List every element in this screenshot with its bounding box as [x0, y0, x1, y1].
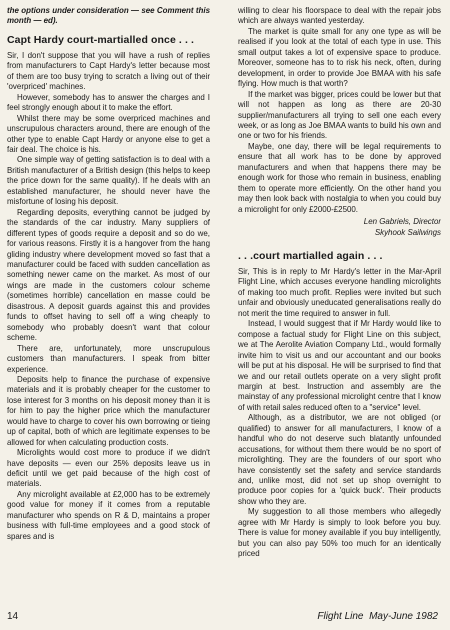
magazine-issue — [317, 611, 438, 622]
letter1-paragraph: However, somebody has to answer the charges and I feel strongly enough about it to make the effort. — [7, 92, 210, 113]
intro-note: the options under consideration — see Comment this month — ed). — [7, 6, 210, 26]
letter1-paragraph: There are, unfortunately, more unscrupulous customers than manufacturers. I speak from bitter experience. — [7, 343, 210, 374]
letter1-paragraph: Any microlight available at £2,000 has to be extremely good value for money if it comes from a reputable manufacturer who spends on R & D, maintains a proper business with full-time employees and a good stock of spares and is — [7, 489, 210, 541]
letter1-paragraph: Microlights would cost more to produce if we didn't have deposits — even our 25% deposits leave us in deficit until we get paid because of the high cost of materials. — [7, 448, 210, 489]
letter1-paragraph: Whilst there may be some overpriced machines and unscrupulous characters around, there are enough of the other type to enable Capt Hardy or anyone else to get a fair deal. The choice is his. — [7, 113, 210, 154]
letter1-signature-company: Skyhook Sailwings — [374, 227, 441, 237]
letter2-paragraph: Although, as a distributor, we are not obliged (or qualified) to answer for all manufacturers, I know of a handful who do not deserve such blatantly unfounded accusations, for without them there would be no sport of microlighting. They are the founders of our sport who have consistently set the safety and service standards and, unlike most, did not set up shop overnight to produce poor copies for a 'quick buck'. Their products show who they are. — [238, 413, 441, 506]
letter1-continued-paragraph: willing to clear his floorspace to deal with the repair jobs which are always wanted yesterday. — [238, 6, 441, 26]
letter1-paragraph: Deposits help to finance the purchase of expensive materials and it is probably cheaper for the customer to lose interest for 3 months on his deposit money than it is for him to pay the higher price which the manufacturer would have to charge to cover his own borrowing or tieing up of capital, both of which are legitimate expenses to be allowed for when calculating production costs. — [7, 374, 210, 447]
right-column — [238, 6, 441, 560]
letter1-paragraph: Regarding deposits, everything cannot be judged by the standards of the car industry. Many suppliers of different types of goods require a deposit and so do we, for various reasons. Firstly it is a hangover from the hang gliding industry where development moved so fast that a manufacturer could be faced with sudden cancellation as something newer came on the market. As most of our wings are made in the customers colour scheme (sometimes horrible) cancellation en masse could be disastrous. A deposit guards against this and provides funds to offset having to sell off a wing cheaply to somebody who probably doesn't want that colour scheme. — [7, 207, 210, 343]
letter2-paragraph: Instead, I would suggest that if Mr Hardy would like to compose a factual study for Flight Line on this subject, we at The Aerolite Aviation Company Ltd., would formally invite him to visit us and our accountant and our books will be put at his disposal. He will be surprised to find that we and our retail outlets operate on a very slight profit margin at best. Instruction and assembly are the mainstay of any professional microlight centre that I know of with retail sales reduced often to a "service" level. — [238, 319, 441, 412]
letter1-continued-paragraph: The market is quite small for any one type as will be realised if you look at the total of each type in use. This small output takes a lot of expensive space to produce. Moreover, someone has to to risk his neck, often, during development, in order to provide Joe BMAA with his safe flying. How much is that worth? — [238, 26, 441, 89]
letter1-paragraph: Sir, I don't suppose that you will have a rush of replies from manufacturers to Capt Hardy's letter because most of them are too busy trying to scratch a living out of their 'overpriced' machines. — [7, 50, 210, 92]
issue-date: May-June 1982 — [369, 611, 438, 622]
left-column — [7, 6, 210, 542]
letter1-signature-name: Len Gabriels, Director — [363, 217, 441, 227]
letter2-title: . . .court martialled again . . . — [238, 249, 383, 262]
page-footer — [7, 608, 438, 622]
letter2-paragraph: My suggestion to all those members who allegedly agree with Mr Hardy is simply to look before you buy. There is value for money available if you buy intelligently, but you can also pay 50% too much for an identically priced — [238, 507, 441, 559]
page-number: 14 — [7, 611, 19, 622]
letter2-paragraph: Sir, This is in reply to Mr Hardy's letter in the Mar-April Flight Line, which accuses everyone handling microlights of making too much profit. Replies were invited but such unfair and obviously uneducated generalisations really do not merit the time required to answer in full. — [238, 266, 441, 318]
magazine-name: Flight Line — [317, 611, 364, 622]
letter1-title: Capt Hardy court-martialled once . . . — [7, 33, 195, 46]
letter1-paragraph: One simple way of getting satisfaction is to deal with a British manufacturer of a British design (this helps to keep the price down for the same quality). If he deals with an established manufacturer, he should never have the misfortune of losing his deposit. — [7, 155, 210, 207]
letter1-continued-paragraph: Maybe, one day, there will be legal requirements to ensure that all work has to be done by approved manufacturers and when that happens there may be enough work for those who remain in business, enabling them to operate more efficiently. On the other hand you may then look back with nostalgia to when you could buy a microlight for only £2000-£2500. — [238, 141, 441, 214]
letter1-continued-paragraph: If the market was bigger, prices could be lower but that will not happen as long as there are 20-30 supplier/manufacturers all trying to sell one each every week, or as long as Joe BMAA wants to build his own and one or two for his friends. — [238, 89, 441, 141]
